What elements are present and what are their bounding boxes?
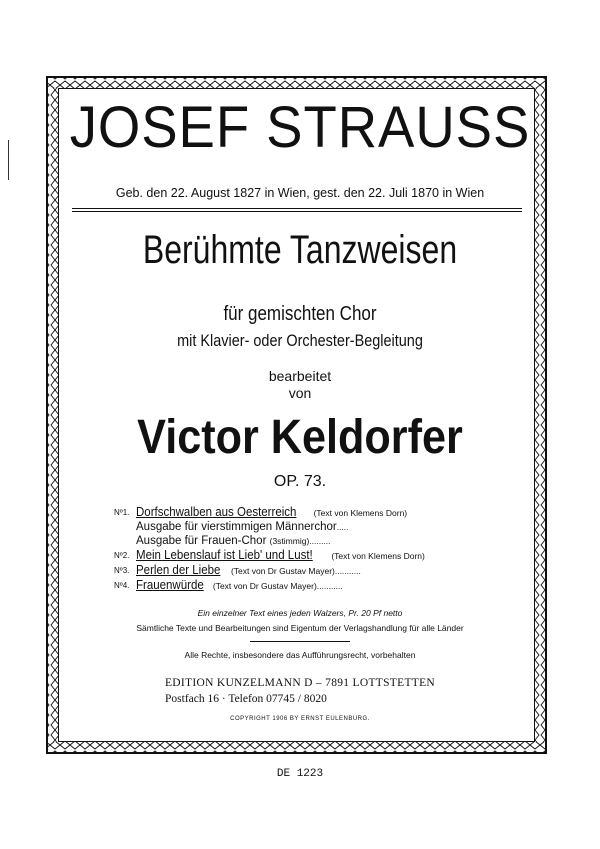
work-number: Nº1. [114, 508, 130, 517]
work-number: Nº2. [114, 551, 130, 560]
subtitle-line2: mit Klavier- oder Orchester-Begleitung [177, 331, 423, 350]
arranger-name: Victor Keldorfer [137, 411, 463, 464]
work-note: (Text von Klemens Dorn) [331, 551, 425, 561]
plate-number: DE 1223 [276, 768, 324, 780]
work-item [114, 578, 514, 593]
composer-dates: Geb. den 22. August 1827 in Wien, gest. den 22. Juli 1870 in Wien [115, 186, 485, 200]
work-item [114, 520, 514, 534]
work-title-item: Dorfschwalben aus Oesterreich [136, 505, 297, 519]
works-list [114, 505, 514, 593]
work-note: (Text von Klemens Dorn) [313, 508, 408, 518]
work-title-item: Ausgabe für Frauen-Chor [136, 535, 267, 547]
subtitle-line1: für gemischten Chor [223, 303, 377, 325]
arranged-line1: bearbeitet [268, 368, 332, 384]
work-number: Nº4. [114, 581, 130, 590]
work-note: (Text von Dr Gustav Mayer)........... [230, 566, 361, 576]
arranged-line2: von [288, 385, 312, 401]
work-item [114, 534, 514, 548]
work-title-item: Perlen der Liebe [136, 563, 221, 577]
work-title-item: Mein Lebenslauf ist Lieb' und Lust! [136, 548, 313, 562]
composer-name: JOSEF STRAUSS [69, 95, 531, 160]
publisher-line: EDITION KUNZELMANN D – 7891 LOTTSTETTEN [164, 677, 436, 689]
work-item [114, 548, 514, 563]
work-note: (Text von Dr Gustav Mayer)........... [212, 581, 343, 591]
copyright-line: COPYRIGHT 1906 BY ERNST EULENBURG. [230, 716, 370, 722]
fine-print-ownership: Sämtliche Texte und Bearbeitungen sind Eigentum der Verlagshandlung für alle Länder [136, 623, 464, 633]
work-item [114, 563, 514, 578]
fine-print-price: Ein einzelner Text eines jeden Walzers, Pr. 20 Pf netto [197, 608, 403, 618]
work-title-item: Frauenwürde [136, 578, 204, 592]
work-note: ..... [336, 522, 349, 532]
publisher-address: Postfach 16 · Telefon 07745 / 8020 [165, 693, 327, 705]
work-note: (3stimmig)......... [269, 536, 331, 546]
opus-number: OP. 73. [273, 473, 327, 490]
fine-print-rights: Alle Rechte, insbesondere das Aufführungsrecht, vorbehalten [184, 650, 416, 660]
title-rule-bottom [72, 211, 522, 212]
divider-line [250, 641, 350, 642]
work-title-item: Ausgabe für vierstimmigen Männerchor [136, 521, 337, 533]
work-title: Berühmte Tanzweisen [142, 228, 458, 272]
work-number: Nº3. [114, 566, 130, 575]
title-rule-top [72, 208, 522, 209]
work-item [114, 505, 514, 520]
